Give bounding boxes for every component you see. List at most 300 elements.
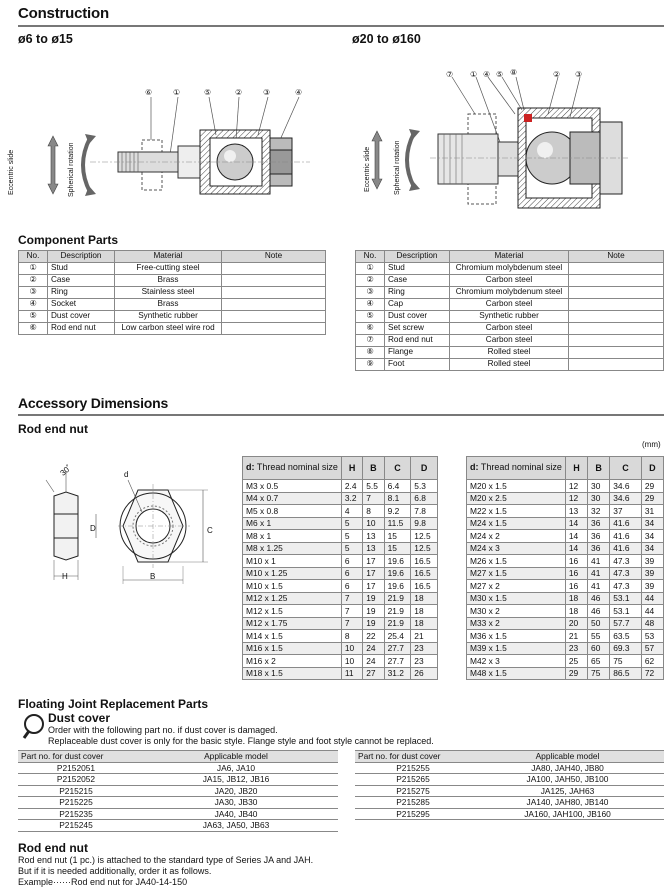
dim-h: 14 [565,517,587,530]
dim-d: 34 [641,517,663,530]
dim-b: 27 [363,667,384,680]
parts-table-small [18,250,326,335]
thread-size: M24 x 1.5 [467,517,566,530]
dim-row [243,655,438,668]
dim-row [467,505,664,518]
dust-cover-row [18,762,338,774]
thread-size: M8 x 1 [243,530,342,543]
rod-end-nut-note-1: Rod end nut (1 pc.) is attached to the standard type of Series JA and JAH. [18,855,314,865]
part-no: ⑨ [356,359,385,371]
applicable-model: JA30, JB30 [134,797,338,809]
thread-size: M10 x 1 [243,555,342,568]
dim-b: 10 [363,517,384,530]
dim-h: 13 [565,505,587,518]
part-note [569,275,664,287]
dim-h: 14 [565,542,587,555]
dim-d: 12.5 [411,530,438,543]
dim-c: 15 [384,542,411,555]
thread-size: M3 x 0.5 [243,480,342,493]
dim-row [467,530,664,543]
dim-c: 15 [384,530,411,543]
dim-h: 14 [565,530,587,543]
part-note [222,287,326,299]
dust-cover-table-left [18,750,338,832]
parts-row [356,299,664,311]
dim-h: 18 [565,605,587,618]
part-description: Dust cover [48,311,115,323]
thread-size: M14 x 1.5 [243,630,342,643]
dim-h: 6 [341,580,362,593]
thread-size: M30 x 2 [467,605,566,618]
dim-d: 18 [411,592,438,605]
col-d: D [411,457,438,480]
dim-row [467,617,664,630]
thread-size: M39 x 1.5 [467,642,566,655]
dim-h: 7 [341,605,362,618]
dust-cover-row [355,797,664,809]
dim-h: 25 [565,655,587,668]
parts-row [356,275,664,287]
part-no: ③ [356,287,385,299]
dust-cover-note-2: Replaceable dust cover is only for the basic style. Flange style and foot style cannot be replaced. [48,736,434,746]
part-description: Dust cover [385,311,450,323]
nut-D-label: D [90,524,96,533]
dust-cover-row [355,774,664,786]
thread-size: M6 x 1 [243,517,342,530]
dim-h: 29 [565,667,587,680]
applicable-model: JA140, JAH80, JB140 [471,797,664,809]
dim-row [243,630,438,643]
dim-d: 53 [641,630,663,643]
dim-d: 16.5 [411,567,438,580]
part-number: P215215 [18,785,134,797]
part-description: Flange [385,347,450,359]
dust-cover-row [355,808,664,820]
parts-table-large [355,250,664,371]
dim-b: 36 [588,542,610,555]
dim-c: 6.4 [384,480,411,493]
dim-h: 5 [341,542,362,555]
part-material: Synthetic rubber [450,311,569,323]
thread-size: M36 x 1.5 [467,630,566,643]
dim-d: 18 [411,617,438,630]
thread-size: M4 x 0.7 [243,492,342,505]
dim-c: 19.6 [384,580,411,593]
dim-row [467,542,664,555]
dim-d: 29 [641,480,663,493]
dim-h: 8 [341,630,362,643]
dim-b: 41 [588,580,610,593]
thread-size: M42 x 3 [467,655,566,668]
construction-heading: Construction [18,5,109,22]
dim-row [243,642,438,655]
dim-row [243,517,438,530]
applicable-model: JA160, JAH100, JB160 [471,808,664,820]
dim-c: 25.4 [384,630,411,643]
dim-c: 11.5 [384,517,411,530]
part-description: Ring [48,287,115,299]
callout-5: ⑤ [204,88,212,97]
part-material: Stainless steel [115,287,222,299]
part-number: P215225 [18,797,134,809]
large-range-title: ø20 to ø160 [352,32,421,46]
thread-size: M27 x 1.5 [467,567,566,580]
thread-size: M24 x 3 [467,542,566,555]
col-b: B [588,457,610,480]
dim-c: 27.7 [384,642,411,655]
part-description: Set screw [385,323,450,335]
dim-c: 19.6 [384,567,411,580]
applicable-model: JA40, JB40 [134,808,338,820]
dim-h: 3.2 [341,492,362,505]
callout-3: ③ [263,88,271,97]
dim-c: 9.2 [384,505,411,518]
rod-end-nut-note-2: But if it is needed additionally, order it as follows. [18,866,212,876]
dim-b: 17 [363,555,384,568]
dim-h: 2.4 [341,480,362,493]
col-h: H [565,457,587,480]
dim-row [467,655,664,668]
dim-b: 7 [363,492,384,505]
col-thread: d: Thread nominal size [243,457,342,480]
dim-row [243,480,438,493]
dim-h: 7 [341,617,362,630]
dim-row [243,567,438,580]
dim-d: 57 [641,642,663,655]
rod-end-nut-example: Example······Rod end nut for JA40-14-150 [18,877,188,887]
part-note [222,311,326,323]
dim-row [243,667,438,680]
dim-b: 41 [588,567,610,580]
dust-cover-table-right [355,750,664,820]
dim-b: 65 [588,655,610,668]
thread-size: M16 x 1.5 [243,642,342,655]
part-number: P2152052 [18,774,134,786]
thread-size: M20 x 1.5 [467,480,566,493]
eccentric-label-left: Eccentric slide [8,149,15,195]
dim-row [467,492,664,505]
dust-cover-row [18,774,338,786]
dim-h: 16 [565,567,587,580]
dim-d: 34 [641,542,663,555]
parts-row [19,263,326,275]
dim-c: 8.1 [384,492,411,505]
nut-C-label: C [207,526,213,535]
unit-label: (mm) [642,440,661,449]
thread-size: M20 x 2.5 [467,492,566,505]
dim-b: 8 [363,505,384,518]
part-material: Carbon steel [450,323,569,335]
thread-size: M12 x 1.75 [243,617,342,630]
part-note [222,275,326,287]
dim-h: 16 [565,555,587,568]
col-material: Material [115,251,222,263]
parts-row [19,287,326,299]
dim-h: 11 [341,667,362,680]
part-no: ⑤ [19,311,48,323]
dim-b: 13 [363,542,384,555]
dim-b: 17 [363,567,384,580]
dim-c: 21.9 [384,605,411,618]
dim-c: 34.6 [610,492,642,505]
dim-row [467,555,664,568]
part-no: ① [19,263,48,275]
parts-row [356,311,664,323]
part-no: ⑧ [356,347,385,359]
dim-table-right [466,456,664,680]
dim-row [467,642,664,655]
dim-b: 46 [588,605,610,618]
part-material: Free-cutting steel [115,263,222,275]
dim-row [243,530,438,543]
thread-size: M5 x 0.8 [243,505,342,518]
parts-row [19,323,326,335]
dim-b: 19 [363,605,384,618]
applicable-model: JA20, JB20 [134,785,338,797]
part-note [569,299,664,311]
col-note: Note [569,251,664,263]
dim-c: 37 [610,505,642,518]
dim-d: 31 [641,505,663,518]
dim-b: 55 [588,630,610,643]
dim-b: 19 [363,592,384,605]
accessory-heading: Accessory Dimensions [18,395,169,411]
dim-b: 24 [363,655,384,668]
callout-1: ① [173,88,181,97]
dim-c: 47.3 [610,580,642,593]
part-note [569,263,664,275]
callout-4: ④ [295,88,303,97]
part-note [222,323,326,335]
part-material: Carbon steel [450,299,569,311]
spherical-label-right: Spherical rotation [394,140,401,195]
dim-c: 34.6 [610,480,642,493]
parts-row [356,263,664,275]
dim-d: 44 [641,605,663,618]
dim-row [467,567,664,580]
part-material: Rolled steel [450,359,569,371]
dim-d: 39 [641,555,663,568]
part-number: P215285 [355,797,471,809]
dim-h: 18 [565,592,587,605]
part-description: Stud [385,263,450,275]
dim-h: 20 [565,617,587,630]
dim-b: 75 [588,667,610,680]
col-part-no: Part no. for dust cover [18,751,134,763]
dust-cover-row [18,797,338,809]
thread-size: M10 x 1.25 [243,567,342,580]
part-note [569,323,664,335]
callout-r4: ④ [483,70,491,79]
dim-c: 69.3 [610,642,642,655]
dim-b: 19 [363,617,384,630]
col-part-no: Part no. for dust cover [355,751,471,763]
small-range-title: ø6 to ø15 [18,32,73,46]
callout-6: ⑥ [145,88,153,97]
dim-c: 63.5 [610,630,642,643]
part-description: Rod end nut [48,323,115,335]
dim-d: 39 [641,580,663,593]
dim-row [243,580,438,593]
dim-d: 62 [641,655,663,668]
col-thread: d: Thread nominal size [467,457,566,480]
thread-size: M18 x 1.5 [243,667,342,680]
dim-d: 9.8 [411,517,438,530]
dust-cover-row [355,785,664,797]
part-no: ② [19,275,48,287]
callout-2: ② [235,88,243,97]
dim-c: 41.6 [610,517,642,530]
dim-d: 48 [641,617,663,630]
part-no: ① [356,263,385,275]
col-c: C [384,457,411,480]
part-description: Ring [385,287,450,299]
applicable-model: JA80, JAH40, JB80 [471,762,664,774]
nut-H-label: H [62,572,68,581]
dim-d: 21 [411,630,438,643]
dim-row [467,580,664,593]
part-note [569,287,664,299]
thread-size: M12 x 1.25 [243,592,342,605]
part-number: P215295 [355,808,471,820]
dim-c: 57.7 [610,617,642,630]
part-number: P215235 [18,808,134,820]
dim-b: 41 [588,555,610,568]
thread-size: M10 x 1.5 [243,580,342,593]
thread-size: M22 x 1.5 [467,505,566,518]
dim-h: 6 [341,555,362,568]
dim-b: 24 [363,642,384,655]
part-description: Case [48,275,115,287]
part-note [569,335,664,347]
dust-cover-row [355,762,664,774]
col-description: Description [385,251,450,263]
section-rule [18,25,664,27]
thread-size: M8 x 1.25 [243,542,342,555]
thread-size: M27 x 2 [467,580,566,593]
part-description: Foot [385,359,450,371]
floating-heading: Floating Joint Replacement Parts [18,697,209,711]
magnifier-icon [22,712,46,740]
dim-c: 86.5 [610,667,642,680]
col-b: B [363,457,384,480]
dim-d: 6.8 [411,492,438,505]
dim-h: 5 [341,530,362,543]
dim-row [467,480,664,493]
dust-cover-row [18,820,338,832]
spherical-label-left: Spherical rotation [68,142,75,197]
dim-d: 26 [411,667,438,680]
part-number: P215245 [18,820,134,832]
thread-size: M12 x 1.5 [243,605,342,618]
part-description: Cap [385,299,450,311]
dim-b: 22 [363,630,384,643]
col-description: Description [48,251,115,263]
part-no: ⑥ [19,323,48,335]
dim-b: 50 [588,617,610,630]
dim-c: 47.3 [610,567,642,580]
parts-row [356,347,664,359]
col-c: C [610,457,642,480]
thread-size: M26 x 1.5 [467,555,566,568]
dim-b: 30 [588,492,610,505]
callout-r7: ⑦ [446,70,454,79]
thread-size: M33 x 2 [467,617,566,630]
dim-h: 6 [341,567,362,580]
dim-h: 16 [565,580,587,593]
dim-d: 23 [411,655,438,668]
callout-r2: ② [553,70,561,79]
dim-b: 13 [363,530,384,543]
thread-size: M48 x 1.5 [467,667,566,680]
parts-row [19,311,326,323]
dim-row [243,505,438,518]
col-applicable-model: Applicable model [134,751,338,763]
dust-cover-row [18,808,338,820]
rod-end-nut-drawing [28,462,228,587]
section-rule [18,414,664,416]
dim-row [467,605,664,618]
dim-c: 75 [610,655,642,668]
part-note [569,359,664,371]
thread-size: M16 x 2 [243,655,342,668]
nut-angle-label: 30˚ [58,463,74,478]
eccentric-label-right: Eccentric slide [364,146,371,192]
part-material: Brass [115,275,222,287]
dim-b: 46 [588,592,610,605]
dim-d: 72 [641,667,663,680]
applicable-model: JA100, JAH50, JB100 [471,774,664,786]
dust-cover-heading: Dust cover [48,711,111,725]
dim-h: 4 [341,505,362,518]
part-number: P2152051 [18,762,134,774]
thread-size: M24 x 2 [467,530,566,543]
parts-row [356,335,664,347]
dim-row [467,517,664,530]
dim-h: 21 [565,630,587,643]
dim-c: 53.1 [610,605,642,618]
part-material: Chromium molybdenum steel [450,287,569,299]
parts-row [19,299,326,311]
dim-h: 12 [565,480,587,493]
col-material: Material [450,251,569,263]
rod-end-nut-subheading: Rod end nut [18,841,88,855]
part-material: Rolled steel [450,347,569,359]
part-no: ④ [19,299,48,311]
dim-d: 23 [411,642,438,655]
dim-c: 21.9 [384,592,411,605]
dim-row [243,542,438,555]
part-note [222,263,326,275]
dim-h: 5 [341,517,362,530]
dim-c: 41.6 [610,542,642,555]
dim-row [243,555,438,568]
part-material: Chromium molybdenum steel [450,263,569,275]
dim-c: 47.3 [610,555,642,568]
dim-h: 10 [341,642,362,655]
dim-c: 53.1 [610,592,642,605]
part-number: P215275 [355,785,471,797]
dim-d: 16.5 [411,555,438,568]
part-material: Low carbon steel wire rod [115,323,222,335]
dim-c: 21.9 [384,617,411,630]
dim-row [243,592,438,605]
dim-b: 60 [588,642,610,655]
callout-r1: ① [470,70,478,79]
callout-r3: ③ [575,70,583,79]
dim-b: 17 [363,580,384,593]
dim-row [467,630,664,643]
